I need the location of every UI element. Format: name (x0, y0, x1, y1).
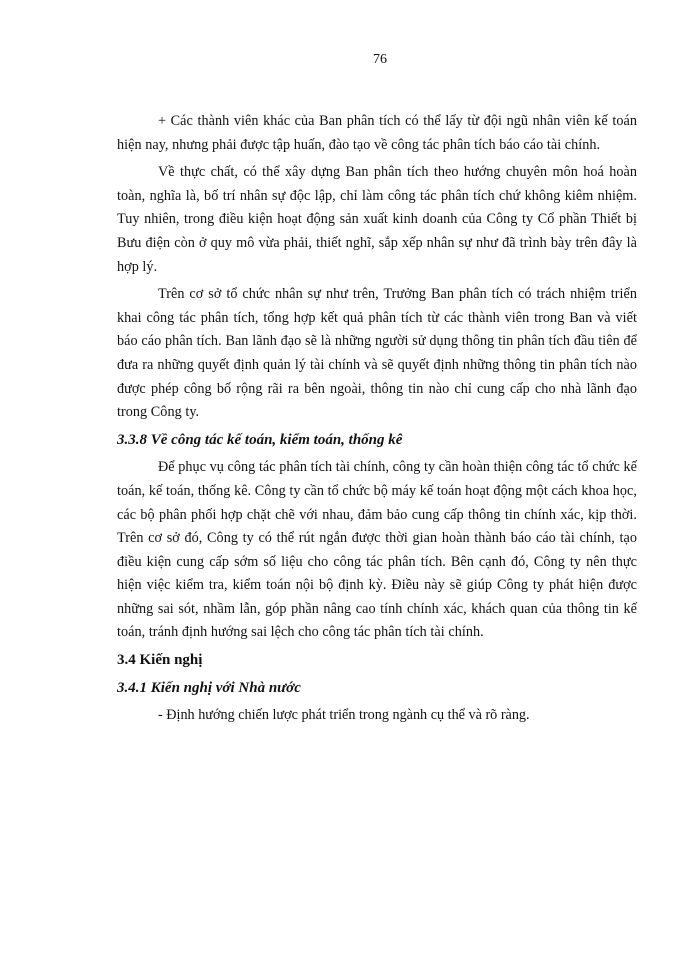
recommendation-item: - Định hướng chiến lược phát triển trong ngành cụ thể và rõ ràng. (158, 707, 530, 724)
paragraph-accounting-audit: Để phục vụ công tác phân tích tài chính, công ty cần hoàn thiện công tác tổ chức kế toán, kế toán, thống kê. Công ty cần tổ chức bộ máy kế toán hoạt động một cách khoa học, các bộ phân phối hợp chặt chẽ với nhau, đảm bảo cung cấp thông tin chính xác, kịp thời. Trên cơ sở đó, Công ty có thể rút ngắn được thời gian hoàn thành báo cáo tài chính, tạo điều kiện cung cấp sớm số liệu cho công tác phân tích. Bên cạnh đó, Công ty nên thực hiện việc kiểm tra, kiểm toán nội bộ định kỳ. Điều này sẽ giúp Công ty phát hiện được những sai sót, nhầm lẫn, góp phần nâng cao tính chính xác, khách quan của thông tin kế toán, tránh định hướng sai lệch cho công tác phân tích tài chính. (117, 459, 637, 641)
document-body (117, 110, 637, 728)
section-heading-3-4-1: 3.4.1 Kiến nghị với Nhà nước (117, 679, 301, 696)
paragraph-analysis-head: Trên cơ sở tổ chức nhân sự như trên, Trưởng Ban phân tích có trách nhiệm triển khai công tác phân tích, tổng hợp kết quả phân tích từ các thành viên trong Ban và viết báo cáo phân tích. Ban lãnh đạo sẽ là những người sử dụng thông tin phân tích đầu tiên để đưa ra những quyết định quản lý tài chính và sẽ quyết định những thông tin phân tích nào được phép công bố rộng rãi ra bên ngoài, thông tin nào chỉ cung cấp cho nhà lãnh đạo trong Công ty. (117, 286, 637, 421)
paragraph-analysis-members: + Các thành viên khác của Ban phân tích có thể lấy từ đội ngũ nhân viên kế toán hiện nay, nhưng phải được tập huấn, đào tạo về công tác phân tích báo cáo tài chính. (117, 113, 637, 153)
section-heading-3-3-8: 3.3.8 Về công tác kế toán, kiểm toán, thống kê (117, 431, 403, 448)
page-number: 76 (373, 52, 387, 67)
section-heading-3-4: 3.4 Kiến nghị (117, 652, 203, 669)
paragraph-specialization: Về thực chất, có thể xây dựng Ban phân tích theo hướng chuyên môn hoá hoàn toàn, nghĩa là, bố trí nhân sự độc lập, chỉ làm công tác phân tích chứ không kiêm nhiệm. Tuy nhiên, trong điều kiện hoạt động sản xuất kinh doanh của Công ty Cổ phần Thiết bị Bưu điện còn ở quy mô vừa phải, thiết nghĩ, sắp xếp nhân sự như đã trình bày trên đây là hợp lý. (117, 164, 637, 275)
